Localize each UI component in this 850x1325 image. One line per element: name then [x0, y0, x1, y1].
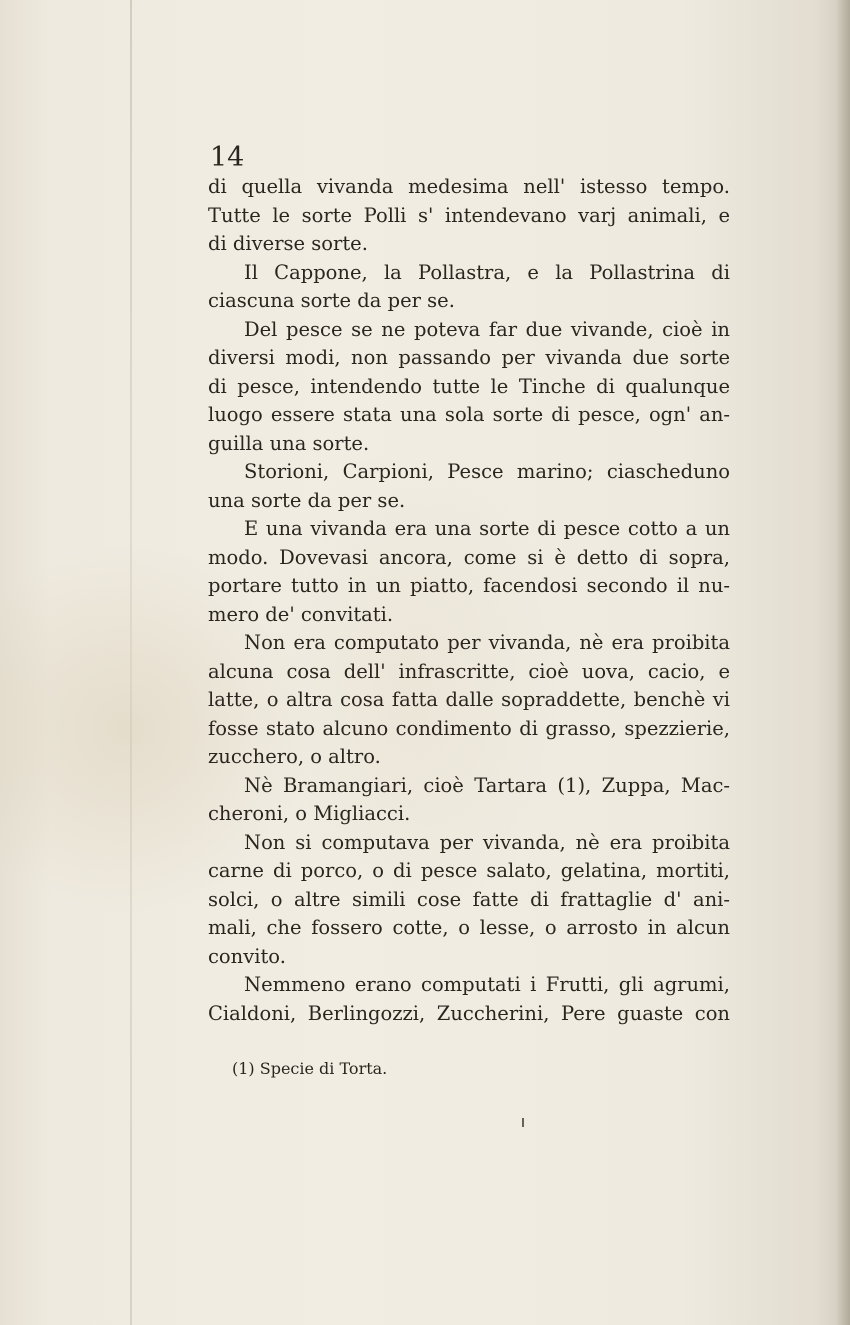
text-line: E una vivanda era una sorte di pesce cotto a un	[244, 517, 730, 540]
page-edge-shadow	[836, 0, 850, 1325]
text-line: Non si computava per vivanda, nè era proibita	[244, 830, 730, 854]
text-line: Del pesce se ne poteva far due vivande, cioè in	[244, 317, 730, 341]
text-line: diversi modi, non passando per vivanda due sorte	[208, 346, 730, 369]
text-line: guilla una sorte.	[208, 431, 370, 455]
text-line: solci, o altre simili cose fatte di frattaglie d' ani-	[208, 887, 730, 911]
text-line: latte, o altra cosa fatta dalle sopraddette, benchè vi	[208, 688, 730, 711]
text-line: fosse stato alcuno condimento di grasso, spezzierie,	[208, 716, 730, 740]
text-line: Storioni, Carpioni, Pesce marino; ciascheduno	[244, 460, 730, 483]
text-line: carne di porco, o di pesce salato, gelatina, mortiti,	[208, 859, 730, 882]
body-text	[208, 173, 730, 1028]
text-line: Nè Bramangiari, cioè Tartara (1), Zuppa, Mac-	[244, 773, 730, 797]
text-line: di pesce, intendendo tutte le Tinche di qualunque	[208, 374, 730, 398]
text-line: Cialdoni, Berlingozzi, Zuccherini, Pere guaste con	[208, 1001, 730, 1025]
footnote: (1) Specie di Torta.	[232, 1059, 388, 1078]
text-line: mero de' convitati.	[208, 602, 394, 626]
page-number: 14	[210, 142, 245, 173]
text-line: Il Cappone, la Pollastra, e la Pollastrina di	[244, 260, 730, 284]
text-line: di diverse sorte.	[208, 232, 368, 255]
text-line: zucchero, o altro.	[208, 745, 381, 768]
text-line: luogo essere stata una sola sorte di pesce, ogn' an-	[208, 403, 730, 426]
text-line: mali, che fossero cotte, o lesse, o arrosto in alcun	[208, 916, 730, 939]
page-fold-line	[130, 0, 132, 1325]
text-line: convito.	[208, 944, 286, 968]
text-line: modo. Dovevasi ancora, come si è detto di sopra,	[208, 545, 730, 569]
text-line: portare tutto in un piatto, facendosi secondo il nu-	[208, 574, 730, 597]
text-line: una sorte da per se.	[208, 488, 406, 512]
text-line: Tutte le sorte Polli s' intendevano varj animali, e	[208, 203, 730, 227]
text-line: Non era computato per vivanda, nè era proibita	[244, 631, 730, 654]
text-line: Nemmeno erano computati i Frutti, gli agrumi,	[244, 973, 730, 996]
text-line: cheroni, o Migliacci.	[208, 802, 411, 825]
text-line: alcuna cosa dell' infrascritte, cioè uova, cacio, e	[208, 659, 730, 683]
text-line: di quella vivanda medesima nell' istesso tempo.	[208, 175, 730, 198]
paper-speck	[522, 1118, 524, 1127]
text-line: ciascuna sorte da per se.	[208, 289, 455, 312]
